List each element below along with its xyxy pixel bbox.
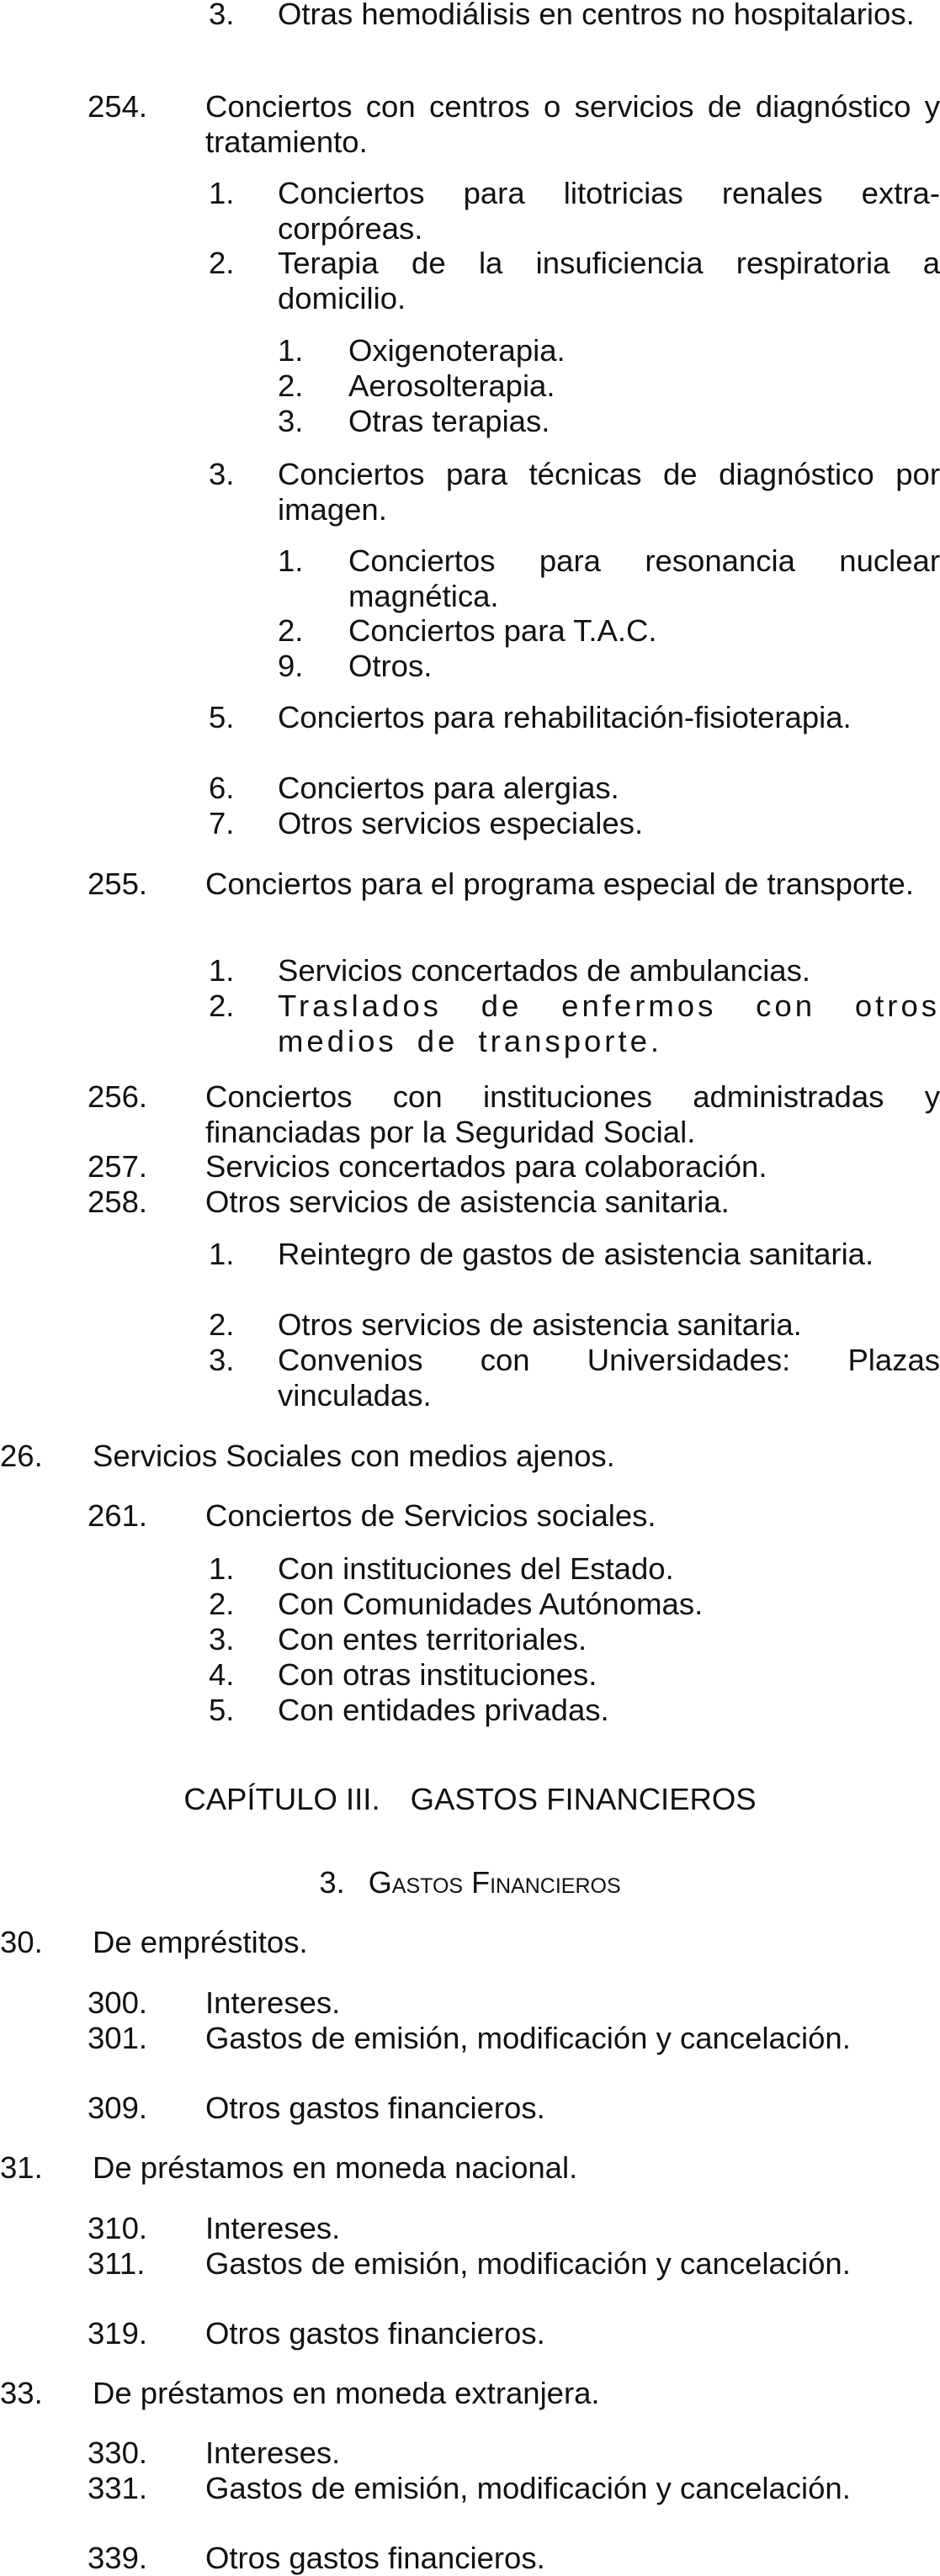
item-text: Servicios concertados para colaboración. [205,1149,767,1184]
item-number: 30. [0,1925,43,1959]
item-text: Reintegro de gastos de asistencia sanitaria. [278,1237,874,1271]
item-number: 1. [209,1237,235,1271]
item-number: 319. [88,2316,148,2351]
item-number: 3. [209,457,235,491]
item-text: Conciertos para técnicas de diagnóstico por imagen. [278,457,940,527]
item-text: Convenios con Universidades: Plazas vinculadas. [278,1343,940,1413]
item-text: Conciertos de Servicios sociales. [205,1498,656,1533]
item-text: Oxigenoterapia. [348,333,566,368]
item-number: 330. [88,2436,148,2470]
item-number: 3. [209,1622,235,1656]
item-number: 2. [209,989,235,1023]
chapter-heading [0,1782,940,1817]
item-text: Traslados de enfermos con otros medios de transporte. [278,989,940,1058]
item-text: Conciertos para resonancia nuclear magnética. [348,543,940,613]
item-number: 2. [209,1307,235,1342]
item-number: 339. [88,2541,148,2575]
item-number: 311. [88,2246,146,2281]
item-text: Conciertos para alergias. [278,771,619,805]
item-text: Con instituciones del Estado. [278,1551,674,1586]
item-number: 310. [88,2211,148,2245]
item-number: 1. [278,543,304,578]
item-text: Con entes territoriales. [278,1622,587,1656]
item-text: Otros. [348,649,433,683]
item-number: 2. [278,368,304,403]
item-number: 1. [209,1551,235,1586]
item-text: Con otras instituciones. [278,1657,597,1692]
item-number: 5. [209,1693,235,1727]
item-number: 258. [88,1185,148,1219]
item-number: 3. [209,0,235,31]
item-text: Con entidades privadas. [278,1693,609,1727]
item-number: 9. [278,649,304,683]
item-text: De préstamos en moneda extranjera. [93,2376,600,2410]
item-text: Conciertos con centros o servicios de diagnóstico y tratamiento. [205,89,940,159]
item-text: Servicios concertados de ambulancias. [278,953,810,988]
item-text: Otros servicios de asistencia sanitaria. [205,1185,730,1219]
item-text: Conciertos para T.A.C. [348,613,657,648]
item-number: 4. [209,1657,235,1692]
item-number: 301. [88,2021,148,2055]
item-number: 5. [209,700,235,734]
item-number: 256. [88,1079,148,1114]
item-text: Gastos de emisión, modificación y cancelación. [205,2471,851,2505]
section-title: Gastos Financieros [368,1865,621,1900]
item-text: Gastos de emisión, modificación y cancelación. [205,2246,851,2281]
item-text: Con Comunidades Autónomas. [278,1587,704,1621]
item-number: 3. [209,1343,235,1377]
item-text: Intereses. [205,1985,341,2020]
item-text: De empréstitos. [93,1925,308,1959]
item-text: Aerosolterapia. [348,368,555,403]
chapter-title: GASTOS FINANCIEROS [410,1782,757,1816]
item-text: Conciertos para rehabilitación-fisioterapia. [278,700,852,734]
item-text: Intereses. [205,2211,341,2245]
section-heading [0,1865,940,1900]
item-number: 33. [0,2376,43,2410]
item-number: 331. [88,2471,148,2505]
item-number: 300. [88,1985,148,2020]
item-number: 6. [209,771,235,805]
item-text: Terapia de la insuficiencia respiratoria a domicilio. [278,246,940,315]
item-number: 31. [0,2150,43,2185]
item-number: 255. [88,867,148,901]
chapter-label: CAPÍTULO III. [183,1782,380,1816]
item-text: Otras hemodiálisis en centros no hospitalarios. [278,0,915,31]
item-text: Otras terapias. [348,404,550,438]
item-number: 3. [278,404,304,438]
item-text: Intereses. [205,2436,341,2470]
item-text: Conciertos para litotricias renales extracorpóreas. [278,176,940,246]
item-text: Conciertos para el programa especial de transporte. [205,867,914,901]
item-text: Gastos de emisión, modificación y cancelación. [205,2021,851,2055]
item-number: 254. [88,89,148,124]
item-number: 2. [209,246,235,280]
item-number: 2. [278,613,304,648]
item-text: Otros servicios especiales. [278,806,644,840]
item-text: De préstamos en moneda nacional. [93,2150,578,2185]
item-number: 261. [88,1498,148,1533]
item-number: 2. [209,1587,235,1621]
item-text: Otros gastos financieros. [205,2091,545,2125]
item-text: Otros gastos financieros. [205,2541,545,2575]
item-text: Conciertos con instituciones administradas y financiadas por la Seguridad Social. [205,1079,940,1149]
item-text: Otros servicios de asistencia sanitaria. [278,1307,802,1342]
item-number: 1. [209,176,235,210]
item-number: 1. [278,333,304,368]
section-number: 3. [319,1865,345,1900]
item-number: 1. [209,953,235,988]
item-number: 26. [0,1439,43,1473]
item-number: 257. [88,1149,148,1184]
item-number: 309. [88,2091,148,2125]
item-number: 7. [209,806,235,840]
item-text: Servicios Sociales con medios ajenos. [93,1439,615,1473]
item-text: Otros gastos financieros. [205,2316,545,2351]
